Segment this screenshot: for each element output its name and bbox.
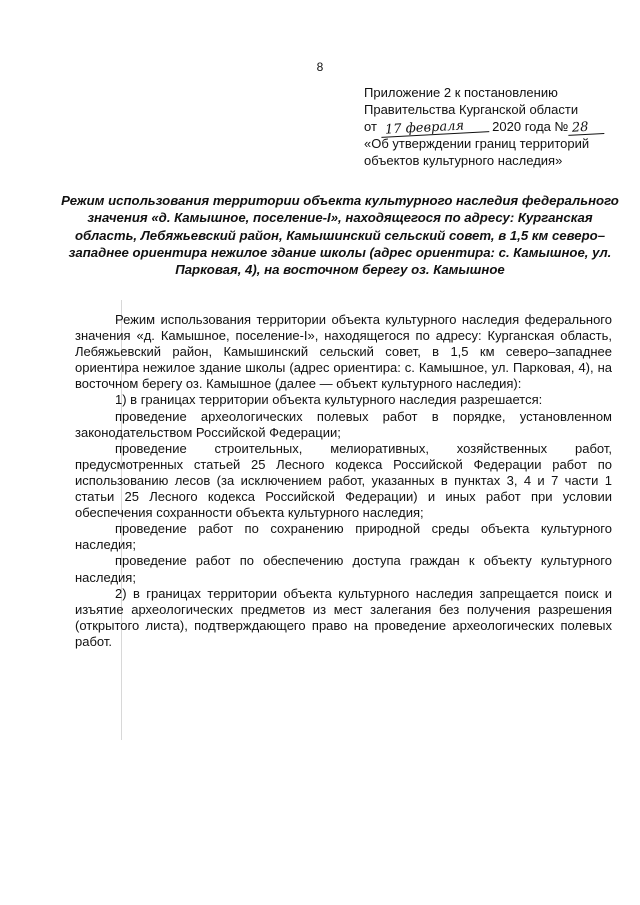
appendix-line-4: «Об утверждении границ территорий [364,136,590,151]
page-number: 8 [316,60,324,74]
body-paragraph: 2) в границах территории объекта культурного наследия запрещается поиск и изъятие археологических предметов из мест залегания без получения разрешения (открытого листа), подтверждающего право на проведение археологических полевых работ. [75,585,612,649]
handwritten-date: 17 февраля [380,118,489,138]
document-title: Режим использования территории объекта культурного наследия федерального значения «д. Камышное, поселение-I», находящегося по адресу: Курганская область, Лебяжьевский район, Камышинский сельский совет, в 1,5 км северо–западнее ориентира нежилое здание школы (адрес ориентира: с. Камышное, ул. Парковая, 4), на восточном берегу оз. Камышное [61,193,619,278]
body-paragraph: 1) в границах территории объекта культурного наследия разрешается: [115,392,543,408]
document-body [75,312,612,650]
body-paragraph: Режим использования территории объекта культурного наследия федерального значения «д. Камышное, поселение-I», находящегося по адресу: Курганская область, Лебяжьевский район, Камышинский сельский совет, в 1,5 км северо–западнее ориентира нежилое здание школы (адрес ориентира: с. Камышное, ул. Парковая, 4), на восточном берегу оз. Камышное (далее — объект культурного наследия): [75,312,612,392]
appendix-line-3 [364,118,624,138]
appendix-line-1: Приложение 2 к постановлению [364,85,558,100]
body-paragraph: проведение строительных, мелиоративных, хозяйственных работ, предусмотренных статьей 25 Лесного кодекса Российской Федерации работ по использованию лесов (за исключением работ, указанных в пунктах 3, 4 и 7 части 1 статьи 25 Лесного кодекса Российской Федерации) и иных работ при условии обеспечения сохранности объекта культурного наследия; [75,440,612,521]
body-paragraph: проведение работ по сохранению природной среды объекта культурного наследия; [75,521,612,553]
body-paragraph: проведение археологических полевых работ в порядке, установленном законодательством Российской Федерации; [75,408,612,440]
appendix-from: от [364,119,377,134]
body-paragraph: проведение работ по обеспечению доступа граждан к объекту культурного наследия; [75,553,612,585]
handwritten-number: 28 [568,120,605,136]
appendix-year: 2020 года № [492,119,569,134]
appendix-line-2: Правительства Курганской области [364,102,579,117]
appendix-header [364,84,624,169]
appendix-line-5: объектов культурного наследия» [364,153,563,168]
